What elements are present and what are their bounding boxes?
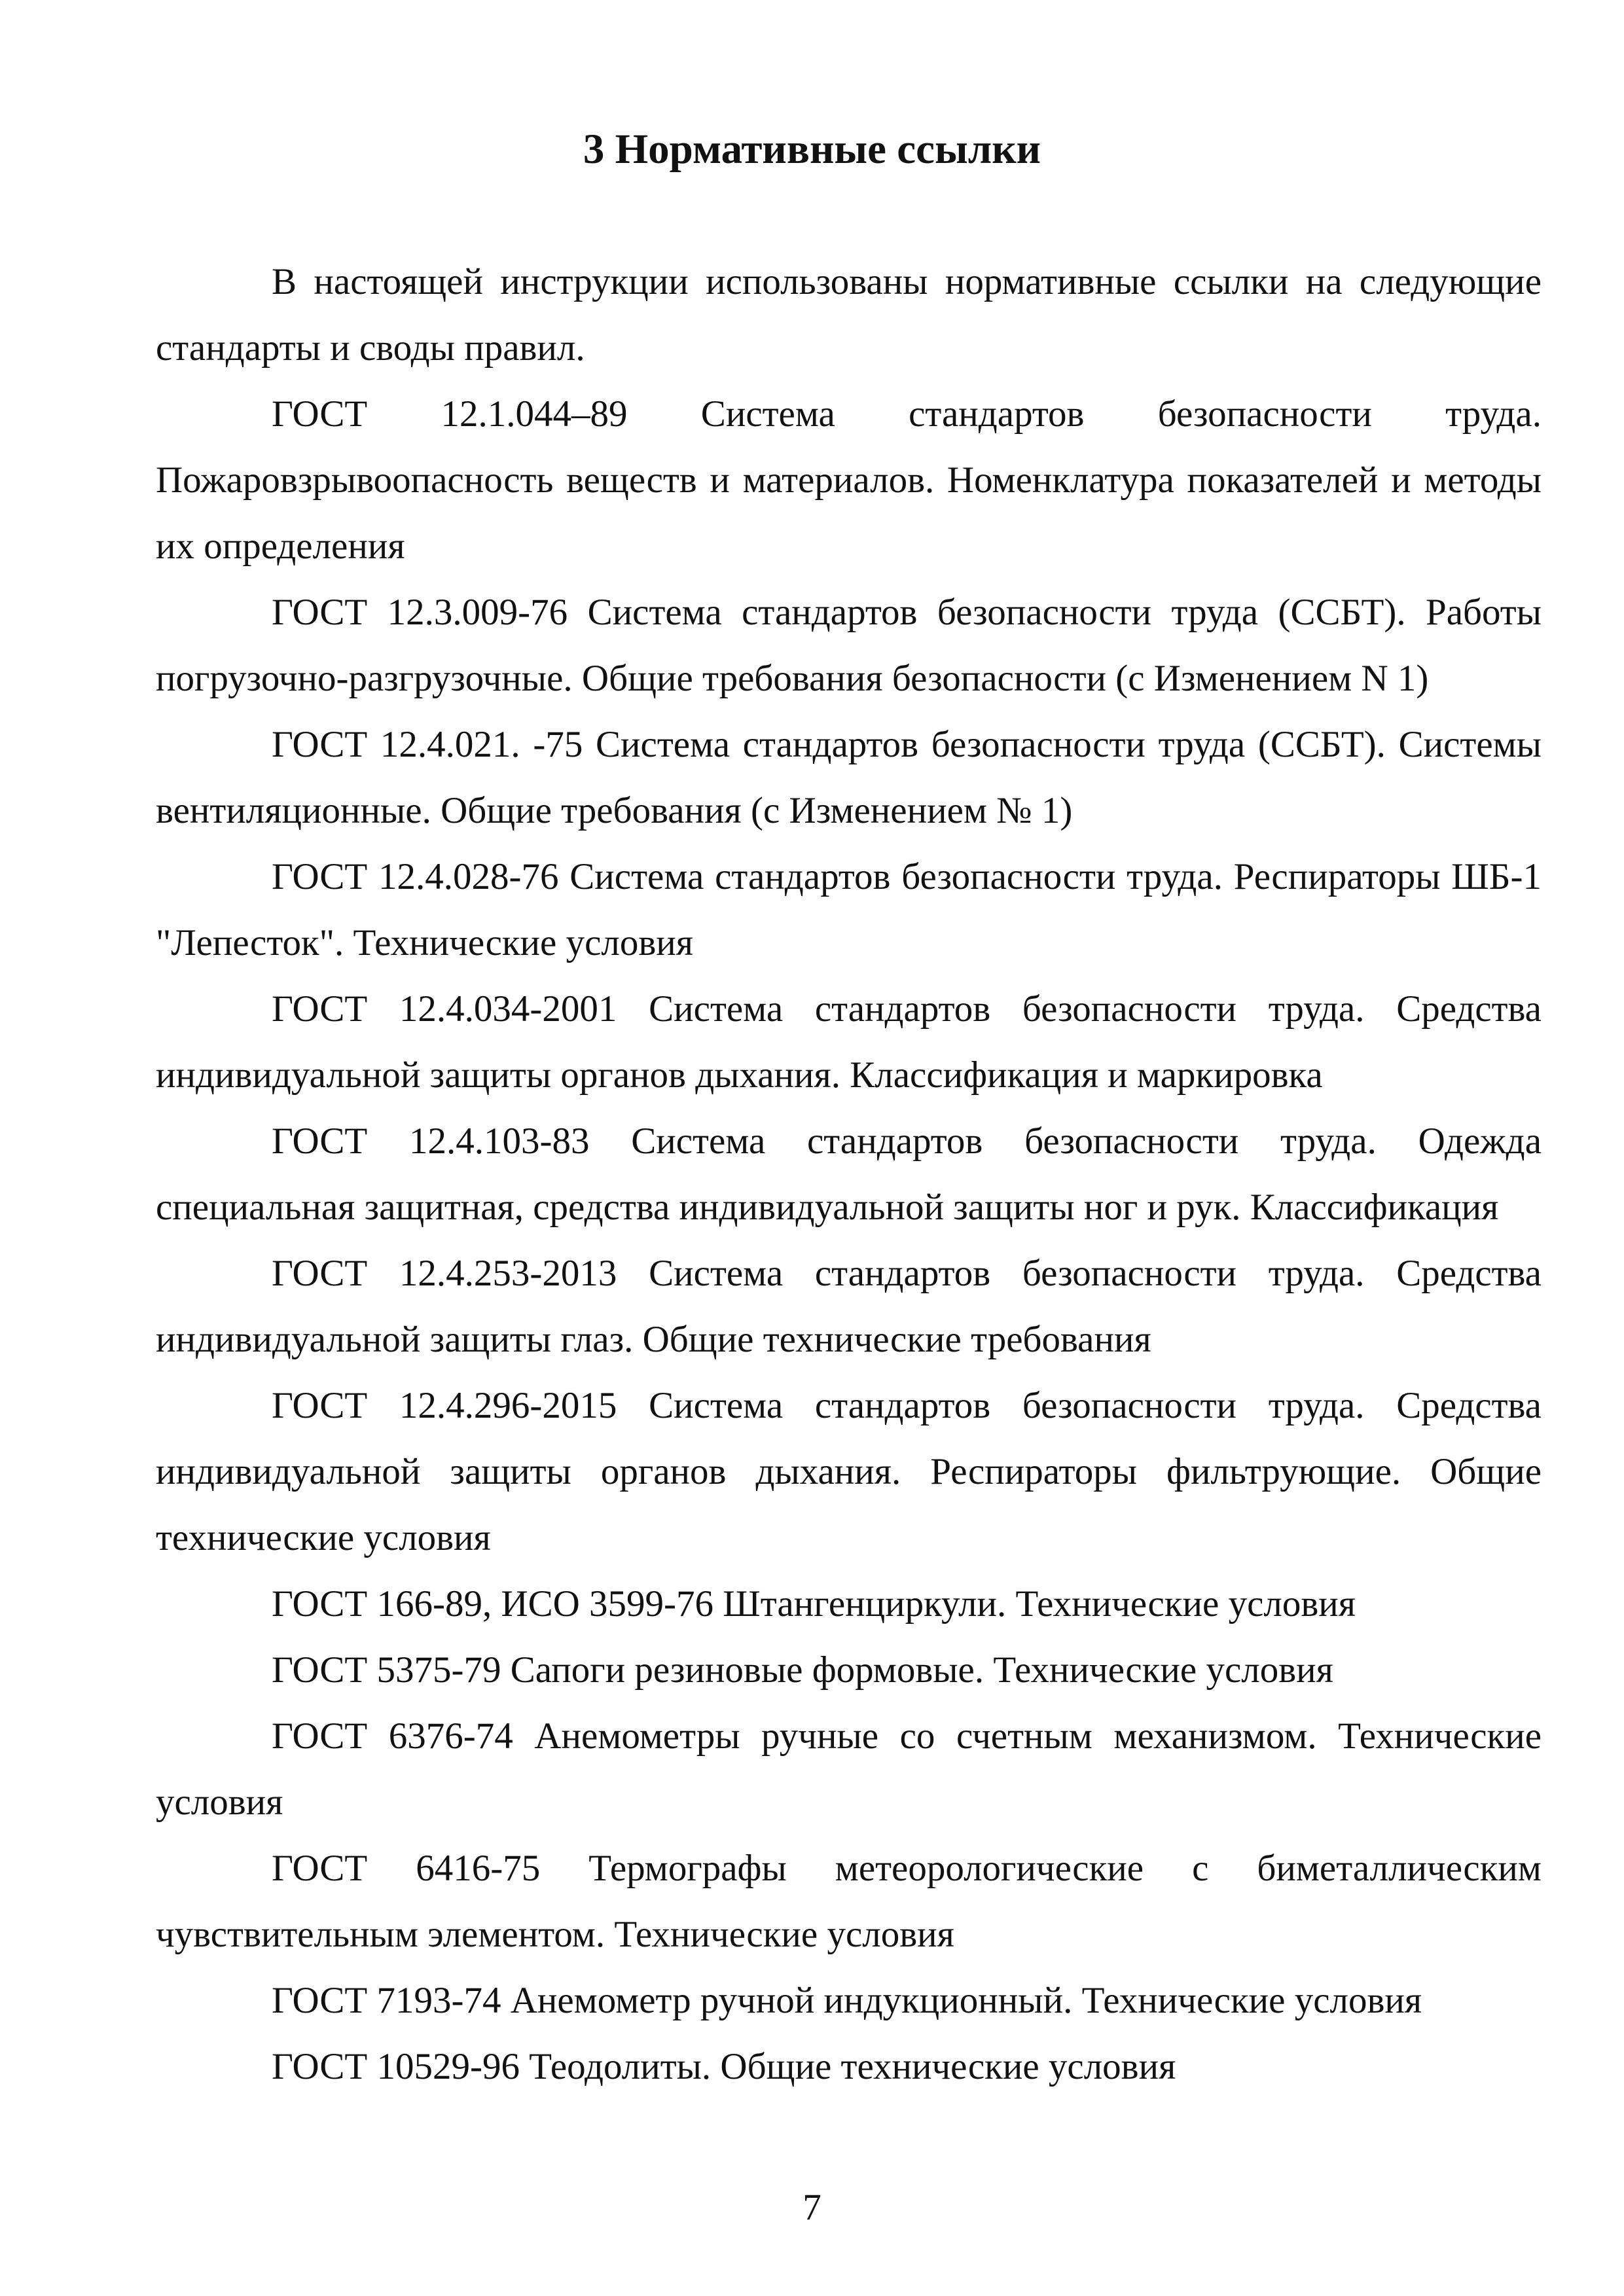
reference-item: ГОСТ 6416-75 Термографы метеорологические с биметаллическим чувствительным элементом. Технические условия — [156, 1848, 1542, 1955]
reference-item: ГОСТ 12.4.028-76 Система стандартов безопасности труда. Респираторы ШБ-1 "Лепесток". Технические условия — [156, 856, 1542, 963]
reference-item: ГОСТ 12.1.044–89 Система стандартов безопасности труда. Пожаровзрывоопасность веществ и материалов. Номенклатура показателей и методы их определения — [156, 393, 1542, 567]
reference-item: ГОСТ 12.4.034-2001 Система стандартов безопасности труда. Средства индивидуальной защиты органов дыхания. Классификация и маркировка — [156, 988, 1542, 1096]
reference-item: ГОСТ 5375-79 Сапоги резиновые формовые. Технические условия — [272, 1649, 1333, 1691]
reference-item: ГОСТ 12.4.103-83 Система стандартов безопасности труда. Одежда специальная защитная, средства индивидуальной защиты ног и рук. Классификация — [156, 1121, 1542, 1228]
reference-item: ГОСТ 166-89, ИСО 3599-76 Штангенциркули. Технические условия — [272, 1583, 1356, 1624]
reference-item: ГОСТ 7193-74 Анемометр ручной индукционный. Технические условия — [272, 1980, 1422, 2021]
reference-item: ГОСТ 12.4.021. -75 Система стандартов безопасности труда (ССБТ). Системы вентиляционные. Общие требования (с Изменением № 1) — [156, 724, 1542, 831]
intro-paragraph: В настоящей инструкции использованы нормативные ссылки на следующие стандарты и своды правил. — [156, 261, 1542, 368]
reference-item: ГОСТ 12.4.253-2013 Система стандартов безопасности труда. Средства индивидуальной защиты глаз. Общие технические требования — [156, 1253, 1542, 1360]
reference-item: ГОСТ 6376-74 Анемометры ручные со счетным механизмом. Технические условия — [156, 1715, 1542, 1823]
reference-item: ГОСТ 12.4.296-2015 Система стандартов безопасности труда. Средства индивидуальной защиты органов дыхания. Респираторы фильтрующие. Общие технические условия — [156, 1385, 1542, 1558]
reference-item: ГОСТ 12.3.009-76 Система стандартов безопасности труда (ССБТ). Работы погрузочно-разгрузочные. Общие требования безопасности (с Изменением N 1) — [156, 592, 1542, 699]
reference-item: ГОСТ 10529-96 Теодолиты. Общие технические условия — [272, 2046, 1176, 2087]
section-heading: 3 Нормативные ссылки — [583, 126, 1041, 173]
page-number: 7 — [803, 2187, 821, 2228]
section-body — [156, 249, 1542, 2100]
